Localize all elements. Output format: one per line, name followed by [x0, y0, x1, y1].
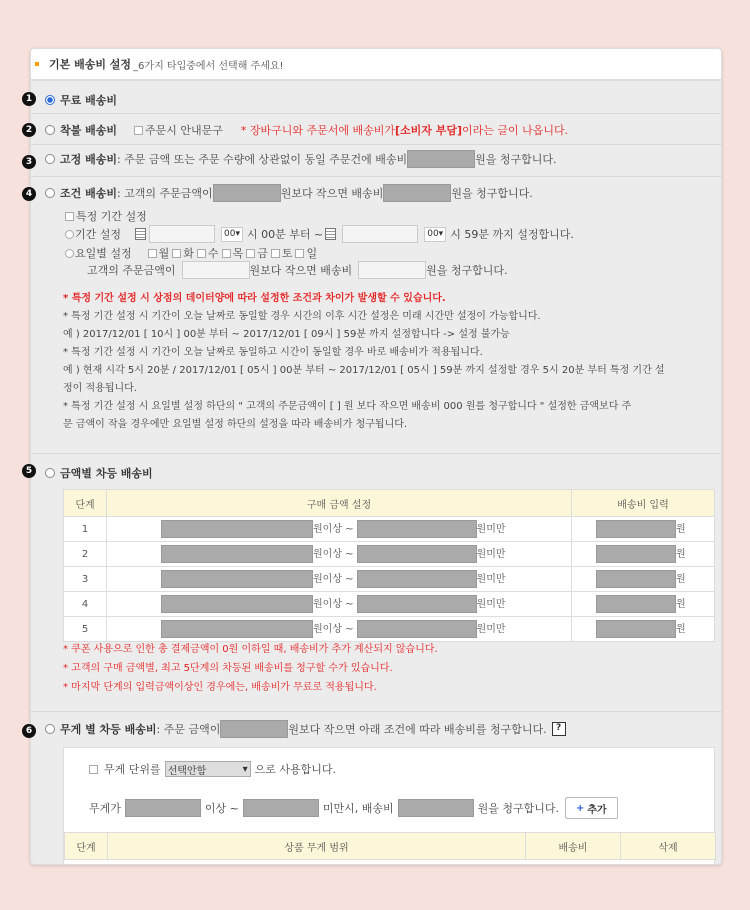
divider	[31, 176, 721, 177]
table-row	[64, 592, 715, 617]
option-fixed	[45, 150, 715, 168]
option-free	[45, 92, 715, 108]
cod-note-emph: [소비자 부담]	[395, 124, 463, 137]
weight-range-row	[89, 797, 708, 819]
note-line: * 특정 기간 설정 시 기간이 오늘 날짜로 동일하고 시간이 동일할 경우 바로 배송비가 적용됩니다.	[63, 347, 483, 358]
step-cell: 2	[64, 542, 107, 567]
conditional-desc-mid: 원보다 작으면 배송비	[280, 187, 384, 200]
divider	[31, 113, 721, 114]
weekday-amount-row	[87, 261, 715, 279]
period-start-date[interactable]	[149, 225, 215, 243]
start-hour-select[interactable]: 00 ▾	[221, 227, 243, 242]
to-suffix: 원미만	[476, 524, 506, 535]
radio-amount-tier[interactable]	[45, 468, 55, 478]
weight-unit-checkbox[interactable]	[89, 765, 98, 774]
weight-text-mid: 이상 ~	[204, 802, 239, 815]
weekday-amount-end: 원을 청구합니다.	[426, 264, 508, 277]
table-row	[64, 567, 715, 592]
fee-input[interactable]	[596, 620, 676, 638]
day-label: 금	[257, 247, 268, 260]
fixed-fee-input[interactable]	[407, 150, 475, 168]
option-fixed-label: 고정 배송비	[60, 153, 117, 166]
amount-to-input[interactable]	[357, 620, 477, 638]
note-line: 정이 적용됩니다.	[63, 383, 137, 394]
day-checkbox[interactable]	[295, 249, 304, 258]
from-suffix: 원이상 ~	[313, 524, 354, 535]
step-cell: 3	[64, 567, 107, 592]
step-badge: 1	[22, 92, 36, 106]
divider	[31, 453, 721, 454]
conditional-desc-end: 원을 청구합니다.	[451, 187, 533, 200]
note-line: * 특정 기간 설정 시 상점의 데이터양에 따라 설정한 조건과 차이가 발생할 수 있습니다.	[63, 293, 446, 304]
radio-cod[interactable]	[45, 125, 55, 135]
amount-from-input[interactable]	[161, 570, 313, 588]
fee-suffix: 원	[676, 524, 686, 535]
cod-notice-checkbox[interactable]	[134, 126, 143, 135]
weight-unit-value: 선택안함	[167, 765, 207, 777]
period-end-date[interactable]	[342, 225, 418, 243]
option-fixed-desc-end: 원을 청구합니다.	[475, 153, 557, 166]
weight-unit-text-end: 으로 사용합니다.	[254, 763, 337, 776]
amount-to-input[interactable]	[357, 570, 477, 588]
to-suffix: 원미만	[476, 599, 506, 610]
note-line: 예 ) 현재 시각 5시 20분 / 2017/12/01 [ 05시 ] 00분 부터 ~ 2017/12/01 [ 05시 ] 59분 까지 설정할 경우 5시 20분 부터 특정 기간 설	[63, 365, 665, 376]
option-free-label: 무료 배송비	[60, 94, 117, 107]
start-hour-value: 00	[224, 229, 236, 239]
note-line: 문 금액이 작을 경우에만 요일별 설정 하단의 설정을 따라 배송비가 청구됩니다.	[63, 419, 408, 430]
col-fee: 배송비	[526, 833, 621, 860]
option-weight-tier	[45, 720, 715, 738]
radio-fixed[interactable]	[45, 154, 55, 164]
radio-period[interactable]	[65, 230, 74, 239]
step-cell: 5	[64, 617, 107, 642]
option-fixed-desc: : 주문 금액 또는 주문 수량에 상관없이 동일 주문건에 배송비	[116, 153, 408, 166]
amount-tier-table	[63, 489, 715, 642]
weekday-amount-input[interactable]	[182, 261, 250, 279]
weight-amount-input[interactable]	[220, 720, 288, 738]
weight-desc: : 주문 금액이	[156, 723, 221, 736]
page-subtitle: _6가지 타입중에서 선택해 주세요!	[133, 60, 284, 72]
shipping-settings-panel	[30, 48, 722, 865]
from-suffix: 원이상 ~	[313, 574, 354, 585]
weight-settings-box	[63, 747, 715, 865]
table-row	[64, 617, 715, 642]
radio-weekday[interactable]	[65, 249, 74, 258]
table-row	[64, 542, 715, 567]
weight-min-input[interactable]	[125, 799, 201, 817]
fee-suffix: 원	[676, 574, 686, 585]
weight-text-end: 원을 청구합니다.	[477, 802, 559, 815]
day-label: 화	[183, 247, 194, 260]
to-suffix: 원미만	[476, 549, 506, 560]
option-amount-tier	[45, 465, 715, 481]
amount-to-input[interactable]	[357, 520, 477, 538]
calendar-icon[interactable]	[135, 228, 146, 240]
amount-to-input[interactable]	[357, 545, 477, 563]
weight-unit-text: 무게 단위를	[104, 763, 161, 776]
day-label: 월	[158, 247, 170, 260]
day-checkbox[interactable]	[222, 249, 231, 258]
day-label: 목	[232, 247, 244, 260]
end-hour-value: 00	[427, 229, 439, 239]
note-line: * 특정 기간 설정 시 기간이 오늘 날짜로 동일할 경우 시간의 이후 시간 설정은 미래 시간만 설정이 가능합니다.	[63, 311, 541, 322]
note-line: 예 ) 2017/12/01 [ 10시 ] 00분 부터 ~ 2017/12/01 [ 09시 ] 59분 까지 설정합니다 -> 설정 불가능	[63, 329, 510, 340]
option-cod-label: 착불 배송비	[60, 124, 117, 137]
cod-notice-label: 주문시 안내문구	[144, 124, 223, 137]
day-checkbox[interactable]	[197, 249, 206, 258]
from-suffix: 원이상 ~	[313, 549, 354, 560]
fee-suffix: 원	[676, 549, 686, 560]
day-checkbox[interactable]	[246, 249, 255, 258]
note-line: * 마지막 단계의 입력금액이상인 경우에는, 배송비가 무료로 적용됩니다.	[63, 682, 377, 693]
col-weight-range: 상품 무게 범위	[108, 833, 526, 860]
from-text: 시 00분 부터 ~	[247, 228, 324, 241]
table-row	[64, 517, 715, 542]
from-suffix: 원이상 ~	[313, 599, 354, 610]
step-badge: 4	[22, 187, 36, 201]
conditional-desc: : 고객의 주문금액이	[116, 187, 213, 200]
from-suffix: 원이상 ~	[313, 624, 354, 635]
fee-input[interactable]	[596, 520, 676, 538]
period-check-row	[65, 208, 715, 224]
bullet-icon	[35, 62, 39, 66]
step-cell: 1	[64, 517, 107, 542]
weight-text: 무게가	[89, 802, 121, 815]
period-checkbox[interactable]	[65, 212, 74, 221]
day-label: 토	[281, 247, 293, 260]
plus-icon: +	[575, 802, 585, 814]
weekday-label: 요일별 설정	[75, 247, 132, 260]
page-title: 기본 배송비 설정	[49, 58, 132, 71]
step-badge: 2	[22, 123, 36, 137]
step-cell: 4	[64, 592, 107, 617]
period-row	[65, 225, 715, 243]
weight-unit-row	[89, 761, 708, 777]
conditional-notes	[63, 290, 715, 434]
weekday-amount-mid: 원보다 작으면 배송비	[249, 264, 353, 277]
note-line: * 쿠폰 사용으로 인한 총 결제금액이 0원 이하일 때, 배송비가 추가 계산되지 않습니다.	[63, 644, 438, 655]
fee-suffix: 원	[676, 599, 686, 610]
radio-conditional[interactable]	[45, 188, 55, 198]
radio-weight-tier[interactable]	[45, 724, 55, 734]
note-line: * 고객의 구매 금액별, 최고 5단계의 차등된 배송비를 청구할 수가 있습니다.	[63, 663, 393, 674]
col-step: 단계	[65, 833, 108, 860]
divider	[31, 711, 721, 712]
step-badge: 6	[22, 724, 36, 738]
weight-text-fee: 미만시, 배송비	[322, 802, 394, 815]
divider	[31, 144, 721, 145]
fee-input[interactable]	[596, 545, 676, 563]
day-checkbox[interactable]	[148, 249, 157, 258]
option-weight-tier-label: 무게 별 차등 배송비	[60, 723, 157, 736]
col-step: 단계	[64, 490, 107, 517]
amount-from-input[interactable]	[161, 545, 313, 563]
weekday-row	[65, 245, 715, 261]
period-label: 기간 설정	[75, 228, 122, 241]
conditional-fee-input[interactable]	[383, 184, 451, 202]
weight-fee-input[interactable]	[398, 799, 474, 817]
weight-tier-table	[64, 832, 716, 860]
weekday-fee-input[interactable]	[358, 261, 426, 279]
to-suffix: 원미만	[476, 624, 506, 635]
cod-note: * 장바구니와 주문서에 배송비가	[240, 124, 395, 137]
option-amount-tier-label: 금액별 차등 배송비	[60, 467, 153, 480]
add-label: 추가	[587, 804, 607, 816]
amount-to-input[interactable]	[357, 595, 477, 613]
panel-header	[31, 49, 721, 81]
step-badge: 3	[22, 155, 36, 169]
option-conditional-label: 조건 배송비	[60, 187, 117, 200]
weight-max-input[interactable]	[243, 799, 319, 817]
amount-from-input[interactable]	[161, 595, 313, 613]
amount-from-input[interactable]	[161, 620, 313, 638]
weight-unit-select[interactable]: 선택안함 ▾	[165, 761, 251, 777]
period-check-label: 특정 기간 설정	[76, 210, 147, 223]
amount-tier-notes	[63, 640, 715, 697]
calendar-icon[interactable]	[325, 228, 336, 240]
end-hour-select[interactable]: 00 ▾	[424, 227, 446, 242]
col-fee: 배송비 입력	[572, 490, 715, 517]
day-label: 일	[306, 247, 318, 260]
radio-free[interactable]	[45, 95, 55, 105]
fee-input[interactable]	[596, 595, 676, 613]
fee-suffix: 원	[676, 624, 686, 635]
add-button[interactable]	[565, 797, 618, 819]
to-text: 시 59분 까지 설정합니다.	[450, 228, 574, 241]
fee-input[interactable]	[596, 570, 676, 588]
day-label: 수	[207, 247, 219, 260]
to-suffix: 원미만	[476, 574, 506, 585]
col-amount: 구매 금액 설정	[107, 490, 572, 517]
weekday-amount-text: 고객의 주문금액이	[87, 264, 176, 277]
conditional-amount-input[interactable]	[213, 184, 281, 202]
cod-note-end: 이라는 글이 나옵니다.	[462, 124, 569, 137]
option-conditional	[45, 184, 715, 202]
day-checkbox[interactable]	[172, 249, 181, 258]
day-checkbox[interactable]	[271, 249, 280, 258]
option-cod	[45, 122, 715, 138]
weight-desc-end: 원보다 작으면 아래 조건에 따라 배송비를 청구합니다.	[288, 723, 547, 736]
amount-from-input[interactable]	[161, 520, 313, 538]
step-badge: 5	[22, 464, 36, 478]
col-delete: 삭제	[621, 833, 716, 860]
note-line: * 특정 기간 설정 시 요일별 설정 하단의 " 고객의 주문금액이 [ ] 원 보다 작으면 배송비 000 원를 청구합니다 " 설정한 금액보다 주	[63, 401, 632, 412]
help-icon[interactable]: ?	[552, 722, 566, 736]
